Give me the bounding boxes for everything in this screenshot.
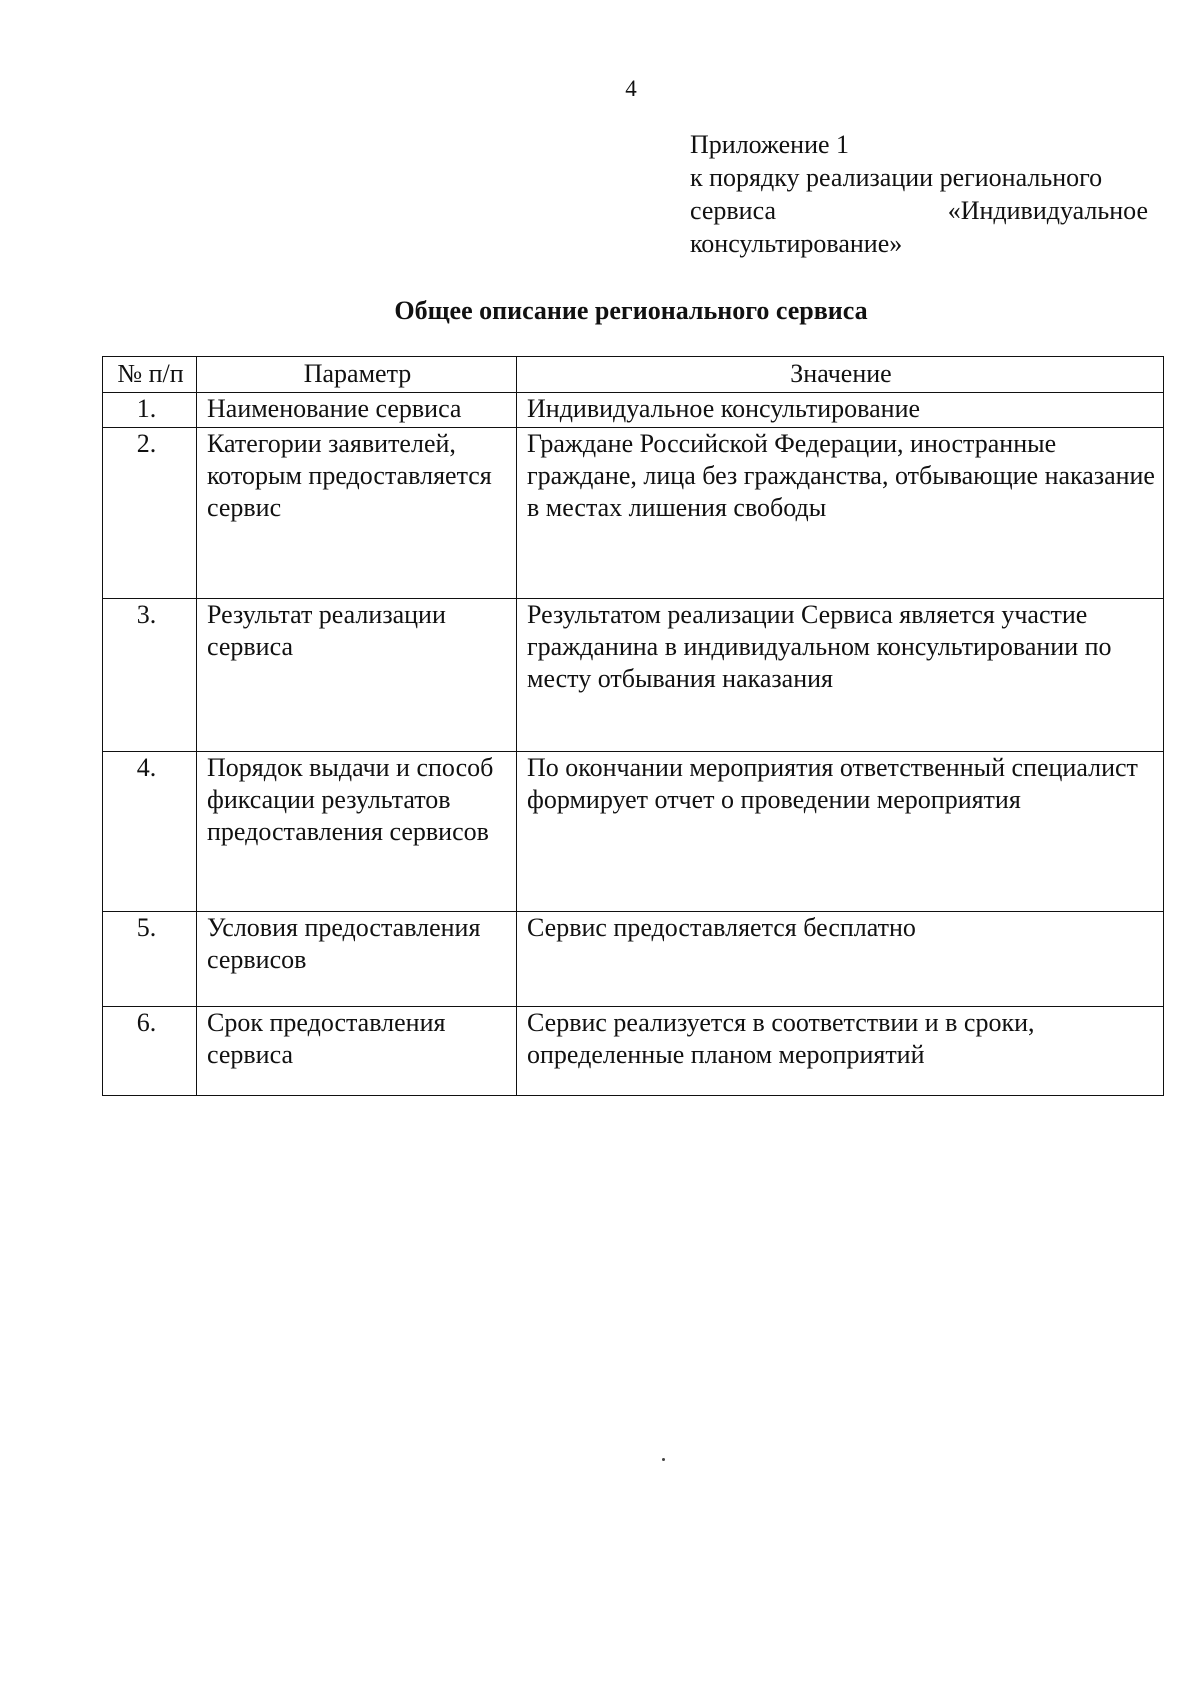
table-header-row: [103, 357, 1164, 393]
row-value: Сервис реализуется в соответствии и в сроки, определенные планом мероприятий: [517, 1007, 1164, 1096]
header-number: № п/п: [103, 357, 197, 393]
table-row: [103, 428, 1164, 599]
row-value: Граждане Российской Федерации, иностранные граждане, лица без гражданства, отбывающие наказание в местах лишения свободы: [517, 428, 1164, 599]
service-description-table: [102, 356, 1164, 1096]
appendix-line-3-left: сервиса: [690, 196, 776, 225]
row-number: 4.: [103, 752, 197, 912]
row-value: Индивидуальное консультирование: [517, 393, 1164, 428]
header-parameter: Параметр: [197, 357, 517, 393]
row-value: По окончании мероприятия ответственный специалист формирует отчет о проведении мероприятия: [517, 752, 1164, 912]
table-row: [103, 912, 1164, 1007]
appendix-line-3-right: «Индивидуальное: [947, 196, 1148, 225]
table-row: [103, 599, 1164, 752]
appendix-header: [690, 128, 1148, 260]
scan-speck: [662, 1458, 665, 1461]
row-number: 6.: [103, 1007, 197, 1096]
appendix-line-3: [690, 194, 1148, 227]
row-number: 5.: [103, 912, 197, 1007]
appendix-line-4: консультирование»: [690, 229, 903, 258]
document-title: Общее описание регионального сервиса: [394, 296, 868, 325]
row-parameter: Порядок выдачи и способ фиксации результатов предоставления сервисов: [197, 752, 517, 912]
table-row: [103, 393, 1164, 428]
row-parameter: Результат реализации сервиса: [197, 599, 517, 752]
table-row: [103, 752, 1164, 912]
appendix-line-2: к порядку реализации регионального: [690, 163, 1103, 192]
row-parameter: Срок предоставления сервиса: [197, 1007, 517, 1096]
page-number: 4: [625, 76, 637, 101]
row-parameter: Условия предоставления сервисов: [197, 912, 517, 1007]
header-value: Значение: [517, 357, 1164, 393]
row-parameter: Категории заявителей, которым предоставляется сервис: [197, 428, 517, 599]
row-number: 3.: [103, 599, 197, 752]
table-row: [103, 1007, 1164, 1096]
row-value: Результатом реализации Сервиса является участие гражданина в индивидуальном консультировании по месту отбывания наказания: [517, 599, 1164, 752]
row-number: 1.: [103, 393, 197, 428]
row-number: 2.: [103, 428, 197, 599]
appendix-title: Приложение 1: [690, 130, 850, 159]
row-value: Сервис предоставляется бесплатно: [517, 912, 1164, 1007]
row-parameter: Наименование сервиса: [197, 393, 517, 428]
